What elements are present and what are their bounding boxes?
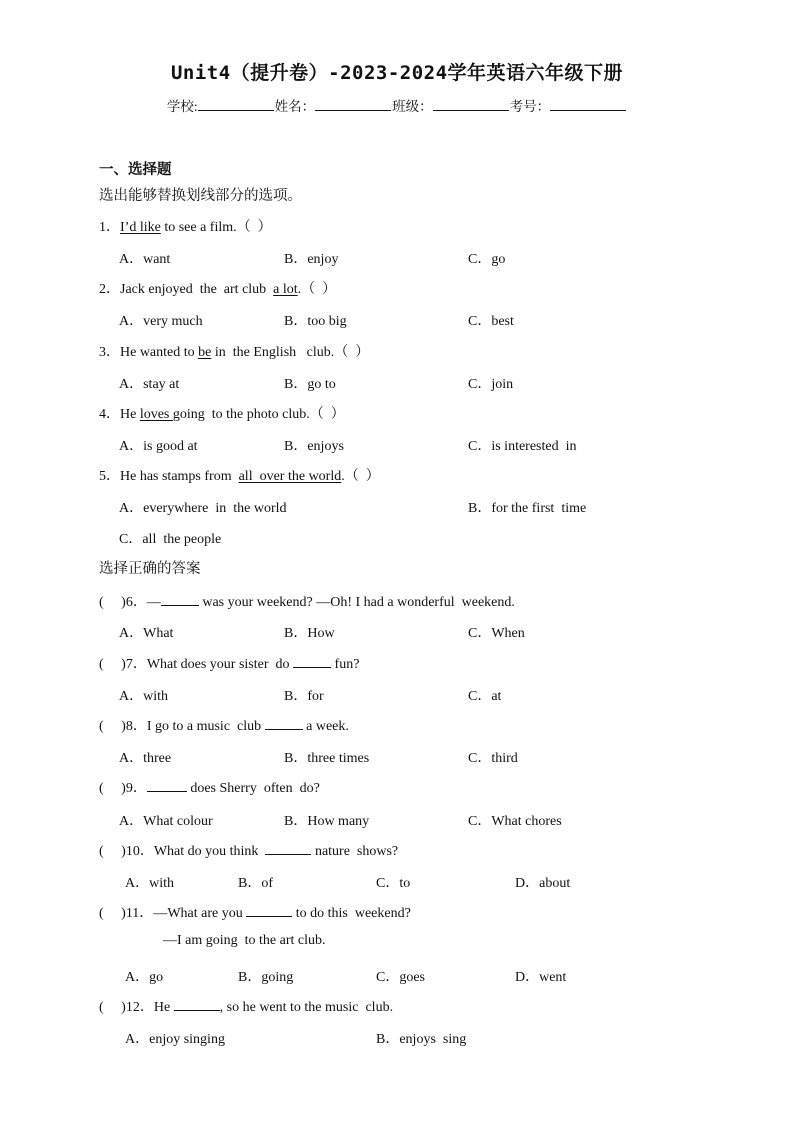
q10-blank[interactable] (265, 842, 311, 855)
q3-pre: He wanted to (120, 345, 199, 360)
q2-option-b[interactable]: B．too big (284, 314, 347, 329)
q12-option-b[interactable]: B．enjoys sing (376, 1032, 467, 1047)
q6-rest: was your weekend? —Oh! I had a wonderful weekend. (198, 595, 515, 610)
q11-number: ( )11． (99, 906, 154, 921)
q8-number: ( )8． (99, 719, 147, 734)
part1-instruction: 选出能够替换划线部分的选项。 (99, 188, 302, 204)
q11-rest: to do this weekend? (292, 906, 411, 921)
q11-option-c[interactable]: C．goes (376, 970, 425, 985)
q7-option-b[interactable]: B．for (284, 689, 324, 704)
q4-underlined: loves (139, 407, 173, 422)
q2-number: 2． (99, 282, 120, 297)
q6-option-b[interactable]: B．How (284, 626, 335, 641)
q12-option-a[interactable]: A．enjoy singing (125, 1032, 225, 1047)
q4-option-c[interactable]: C．is interested in (468, 439, 577, 454)
q2-pre: Jack enjoyed the art club (120, 282, 274, 297)
q10-option-a[interactable]: A．with (125, 876, 174, 891)
name-blank[interactable] (315, 98, 391, 111)
question-11 (99, 902, 411, 922)
q1-rest: to see a film.（ ） (160, 220, 272, 235)
q3-option-c[interactable]: C．join (468, 377, 514, 392)
q3-option-a[interactable]: A．stay at (119, 377, 180, 392)
q6-number: ( )6． (99, 595, 147, 610)
q8-option-c[interactable]: C．third (468, 751, 518, 766)
q7-option-a[interactable]: A．with (119, 689, 168, 704)
question-2 (99, 278, 336, 298)
q3-underlined: be (198, 345, 212, 360)
q5-option-c[interactable]: C．all the people (119, 532, 222, 547)
question-12 (99, 996, 393, 1016)
q12-blank[interactable] (174, 998, 220, 1011)
question-8 (99, 715, 349, 735)
q4-option-b[interactable]: B．enjoys (284, 439, 344, 454)
question-10 (99, 840, 398, 860)
q1-number: 1． (99, 220, 120, 235)
q6-blank[interactable] (161, 593, 199, 606)
q2-underlined: a lot (273, 282, 298, 297)
q10-rest: nature shows? (311, 844, 399, 859)
q8-option-a[interactable]: A．three (119, 751, 172, 766)
q11-response: —I am going to the art club. (163, 933, 326, 948)
q6-option-a[interactable]: A．What (119, 626, 174, 641)
q9-number: ( )9． (99, 781, 147, 796)
q3-number: 3． (99, 345, 120, 360)
q12-rest: , so he went to the music club. (219, 1000, 394, 1015)
id-label: 考号： (509, 99, 551, 114)
q4-option-a[interactable]: A．is good at (119, 439, 198, 454)
q7-number: ( )7． (99, 657, 147, 672)
q1-option-b[interactable]: B．enjoy (284, 252, 339, 267)
q4-number: 4． (99, 407, 120, 422)
q10-pre: What do you think (153, 844, 266, 859)
q6-pre: — (146, 595, 161, 610)
school-blank[interactable] (198, 98, 274, 111)
q5-rest: .（ ） (341, 469, 380, 484)
q12-pre: He (153, 1000, 174, 1015)
q11-option-a[interactable]: A．go (125, 970, 164, 985)
q2-option-a[interactable]: A．very much (119, 314, 203, 329)
q8-option-b[interactable]: B．three times (284, 751, 370, 766)
question-4 (99, 403, 345, 423)
question-9 (99, 777, 320, 797)
q9-blank[interactable] (147, 779, 187, 792)
q11-pre: —What are you (153, 906, 247, 921)
q5-number: 5． (99, 469, 120, 484)
q11-blank[interactable] (246, 904, 292, 917)
q5-option-a[interactable]: A．everywhere in the world (119, 501, 287, 516)
student-info-line (0, 95, 794, 115)
q6-option-c[interactable]: C．When (468, 626, 525, 641)
q2-rest: .（ ） (297, 282, 337, 297)
q8-blank[interactable] (265, 717, 303, 730)
q1-underlined: I’d like (120, 220, 161, 235)
q7-option-c[interactable]: C．at (468, 689, 502, 704)
question-1 (99, 216, 272, 236)
q9-option-a[interactable]: A．What colour (119, 814, 213, 829)
class-blank[interactable] (433, 98, 509, 111)
q3-rest: in the English club.（ ） (211, 345, 370, 360)
name-label: 姓名： (274, 99, 316, 114)
id-blank[interactable] (550, 98, 626, 111)
q5-pre: He has stamps from (120, 469, 239, 484)
part2-instruction: 选择正确的答案 (99, 561, 201, 577)
school-label: 学校: (166, 99, 198, 114)
q10-number: ( )10． (99, 844, 154, 859)
q1-option-a[interactable]: A．want (119, 252, 171, 267)
q10-option-d[interactable]: D．about (515, 876, 571, 891)
question-5 (99, 465, 380, 485)
q7-blank[interactable] (293, 655, 331, 668)
q9-option-c[interactable]: C．What chores (468, 814, 562, 829)
q10-option-b[interactable]: B．of (238, 876, 273, 891)
q3-option-b[interactable]: B．go to (284, 377, 336, 392)
q8-pre: I go to a music club (146, 719, 265, 734)
q9-option-b[interactable]: B．How many (284, 814, 370, 829)
q7-pre: What does your sister do (146, 657, 294, 672)
q5-option-b[interactable]: B．for the first time (468, 501, 587, 516)
page-title: Unit4（提升卷）-2023-2024学年英语六年级下册 (170, 62, 624, 84)
q10-option-c[interactable]: C．to (376, 876, 411, 891)
class-label: 班级： (392, 99, 433, 114)
q7-rest: fun? (331, 657, 360, 672)
q11-option-d[interactable]: D．went (515, 970, 567, 985)
q4-pre: He (120, 407, 140, 422)
section-title: 一、选择题 (99, 162, 172, 178)
q12-number: ( )12． (99, 1000, 154, 1015)
q1-option-c[interactable]: C．go (468, 252, 506, 267)
q2-option-c[interactable]: C．best (468, 314, 514, 329)
q11-option-b[interactable]: B．going (238, 970, 294, 985)
q5-underlined: all over the world (238, 469, 342, 484)
question-7 (99, 653, 359, 673)
q8-rest: a week. (302, 719, 349, 734)
question-3 (99, 341, 369, 361)
q9-rest: does Sherry often do? (186, 781, 320, 796)
question-6 (99, 591, 515, 611)
q4-rest: going to the photo club.（ ） (172, 407, 345, 422)
